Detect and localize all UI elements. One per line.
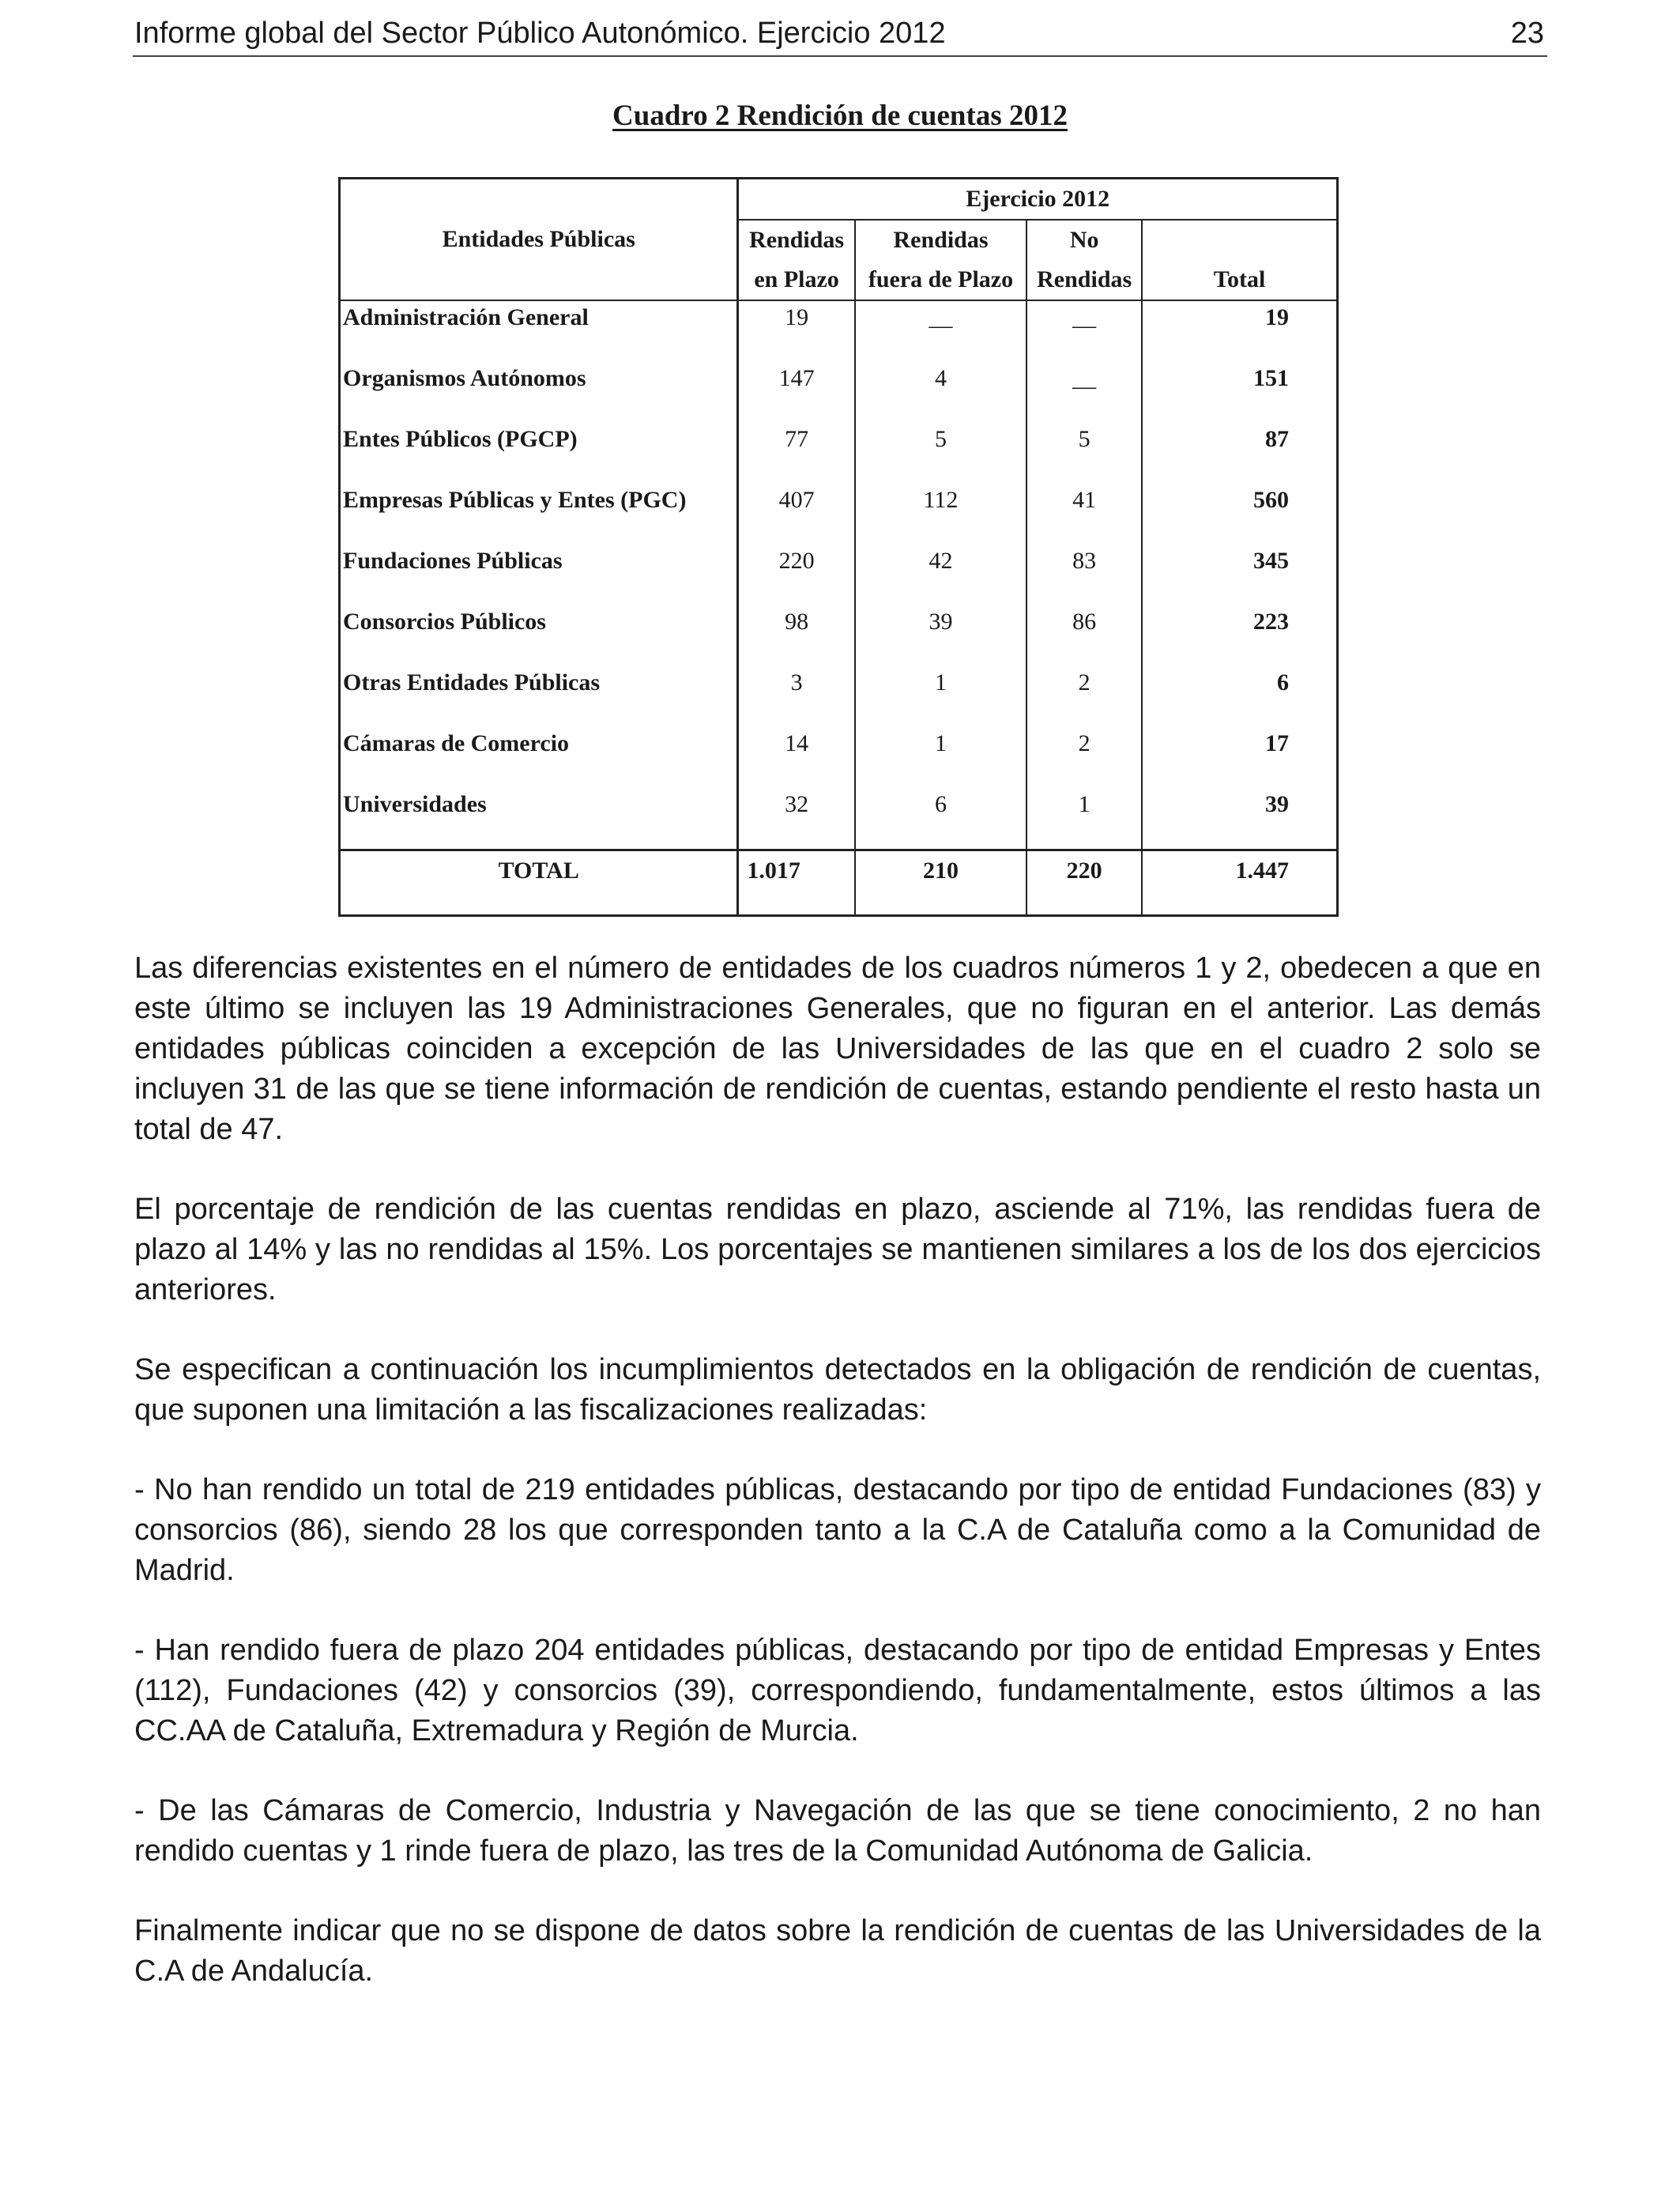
- paragraph: - Han rendido fuera de plazo 204 entidades públicas, destacando por tipo de entidad Empresas y Entes (112), Fundaciones (42) y consorcios (39), correspondiendo, fundamentalmente, estos últimos a las CC.AA de Cataluña, Extremadura y Región de Murcia.: [134, 1634, 1541, 1747]
- cell-total: 17: [1142, 727, 1337, 788]
- table-row: [340, 362, 1338, 423]
- header-total-spacer: [1142, 220, 1337, 260]
- cell-en-plazo: 77: [738, 423, 855, 484]
- cell-fuera-plazo: 1: [855, 727, 1026, 788]
- row-entity-name: Organismos Autónomos: [343, 365, 586, 391]
- header-fuera-plazo-line1: Rendidas: [855, 220, 1026, 260]
- total-total: 1.447: [1142, 850, 1337, 916]
- row-entity-name: Entes Públicos (PGCP): [343, 426, 578, 452]
- row-entity-name: Administración General: [340, 300, 738, 362]
- accounts-table: [338, 177, 1339, 917]
- cell-fuera-plazo: 4: [855, 362, 1026, 423]
- table-row: [340, 666, 1338, 727]
- header-total: Total: [1142, 260, 1337, 300]
- table-total-row: [340, 850, 1338, 916]
- header-en-plazo-line2: en Plazo: [738, 260, 855, 300]
- total-no-rendidas: 220: [1026, 850, 1142, 916]
- paragraph: Las diferencias existentes en el número de entidades de los cuadros números 1 y 2, obedecen a que en este último se incluyen las 19 Administraciones Generales, que no figuran en el anterior. Las demás entidades públicas coinciden a excepción de las Universidades de las que en el cuadro 2 solo se incluyen 31 de las que se tiene información de rendición de cuentas, estando pendiente el resto hasta un total de 47.: [134, 952, 1541, 1146]
- cell-total: 560: [1142, 484, 1337, 545]
- header-no-rendidas-line2: Rendidas: [1026, 260, 1142, 300]
- cell-fuera-plazo: 1: [855, 666, 1026, 727]
- cell-no-rendidas: 2: [1026, 727, 1142, 788]
- cell-total: 151: [1142, 362, 1337, 423]
- table-row: [340, 727, 1338, 788]
- header-no-rendidas-line1: No: [1026, 220, 1142, 260]
- table-row: [340, 300, 1338, 362]
- table-caption: Cuadro 2 Rendición de cuentas 2012: [612, 100, 1068, 132]
- total-en-plazo: 1.017: [738, 850, 855, 916]
- cell-no-rendidas: 2: [1026, 666, 1142, 727]
- cell-no-rendidas: __: [1026, 300, 1142, 362]
- paragraph: Finalmente indicar que no se dispone de datos sobre la rendición de cuentas de las Universidades de la C.A de Andalucía.: [134, 1914, 1541, 1988]
- page-header: [133, 11, 1547, 57]
- cell-total: 87: [1142, 423, 1337, 484]
- cell-no-rendidas: 1: [1026, 788, 1142, 850]
- row-entity-name: Universidades: [343, 791, 487, 817]
- total-fuera-plazo: 210: [855, 850, 1026, 916]
- cell-total: 6: [1142, 666, 1337, 727]
- page-number: 23: [1510, 17, 1544, 50]
- table-row: [340, 605, 1338, 666]
- cell-total: 39: [1142, 788, 1337, 850]
- row-entity-name: Consorcios Públicos: [343, 609, 546, 635]
- paragraph: Se especifican a continuación los incumplimientos detectados en la obligación de rendición de cuentas, que suponen una limitación a las fiscalizaciones realizadas:: [134, 1353, 1541, 1427]
- cell-en-plazo: 407: [738, 484, 855, 545]
- cell-en-plazo: 3: [738, 666, 855, 727]
- body-text: [134, 948, 1541, 2031]
- paragraph: El porcentaje de rendición de las cuentas rendidas en plazo, asciende al 71%, las rendidas fuera de plazo al 14% y las no rendidas al 15%. Los porcentajes se mantienen similares a los de los dos ejercicios anteriores.: [134, 1193, 1541, 1306]
- cell-fuera-plazo: __: [855, 300, 1026, 362]
- row-entity-name: Empresas Públicas y Entes (PGC): [343, 487, 687, 513]
- row-entity-name: Otras Entidades Públicas: [343, 669, 601, 696]
- cell-en-plazo: 32: [738, 788, 855, 850]
- cell-fuera-plazo: 5: [855, 423, 1026, 484]
- cell-total: 19: [1142, 300, 1337, 362]
- paragraph: - De las Cámaras de Comercio, Industria y Navegación de las que se tiene conocimiento, 2 no han rendido cuentas y 1 rinde fuera de plazo, las tres de la Comunidad Autónoma de Galicia.: [134, 1794, 1541, 1868]
- cell-no-rendidas: 83: [1026, 545, 1142, 605]
- cell-no-rendidas: 41: [1026, 484, 1142, 545]
- cell-en-plazo: 19: [738, 300, 855, 362]
- cell-fuera-plazo: 39: [855, 605, 1026, 666]
- cell-no-rendidas: 5: [1026, 423, 1142, 484]
- document-title: Informe global del Sector Público Autonómico. Ejercicio 2012: [134, 17, 946, 50]
- cell-total: 345: [1142, 545, 1337, 605]
- table-row: [340, 484, 1338, 545]
- header-en-plazo-line1: Rendidas: [738, 220, 855, 260]
- cell-fuera-plazo: 112: [855, 484, 1026, 545]
- cell-total: 223: [1142, 605, 1337, 666]
- row-entity-name: Fundaciones Públicas: [343, 548, 563, 574]
- table-row: [340, 423, 1338, 484]
- header-fuera-plazo-line2: fuera de Plazo: [855, 260, 1026, 300]
- cell-en-plazo: 147: [738, 362, 855, 423]
- table-row: [340, 788, 1338, 850]
- cell-en-plazo: 220: [738, 545, 855, 605]
- header-entidades: Entidades Públicas: [442, 226, 635, 252]
- paragraph: - No han rendido un total de 219 entidades públicas, destacando por tipo de entidad Fundaciones (83) y consorcios (86), siendo 28 los que corresponden tanto a la C.A de Cataluña como a la Comunidad de Madrid.: [134, 1473, 1541, 1587]
- cell-fuera-plazo: 6: [855, 788, 1026, 850]
- header-ejercicio: Ejercicio 2012: [738, 179, 1338, 221]
- cell-no-rendidas: __: [1026, 362, 1142, 423]
- total-label: TOTAL: [340, 850, 738, 916]
- cell-fuera-plazo: 42: [855, 545, 1026, 605]
- table-row: [340, 545, 1338, 605]
- row-entity-name: Cámaras de Comercio: [343, 730, 570, 756]
- cell-en-plazo: 98: [738, 605, 855, 666]
- cell-en-plazo: 14: [738, 727, 855, 788]
- cell-no-rendidas: 86: [1026, 605, 1142, 666]
